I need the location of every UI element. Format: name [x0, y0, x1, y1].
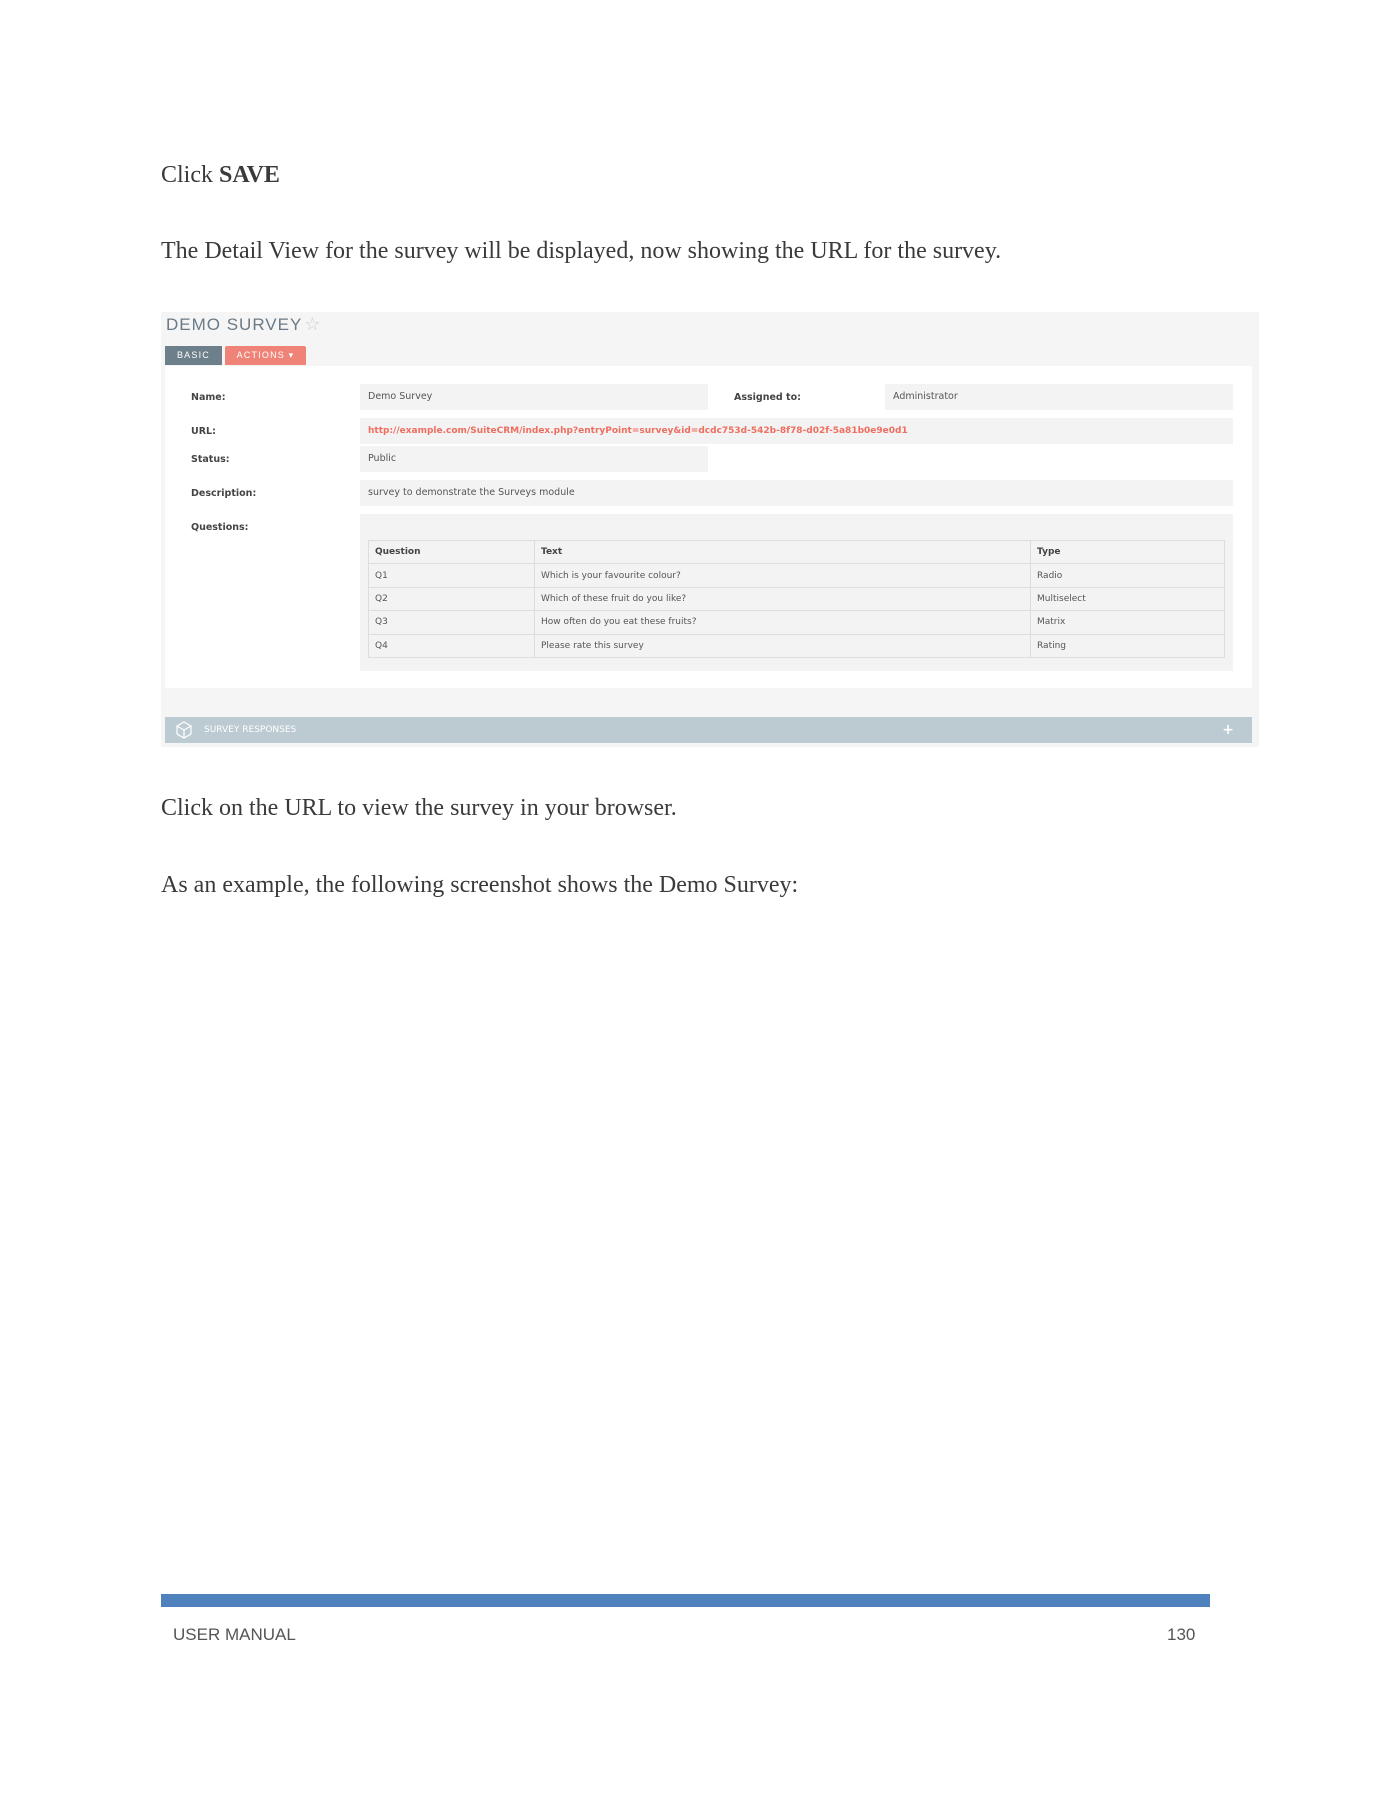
- footer-bar: [161, 1594, 1210, 1607]
- status-label: Status:: [191, 454, 230, 465]
- table-header: [369, 541, 1225, 564]
- cell: Please rate this survey: [535, 634, 1031, 657]
- col-type: Type: [1031, 541, 1225, 564]
- cell: Q2: [369, 587, 535, 610]
- footer-title: USER MANUAL: [173, 1625, 296, 1644]
- cell: Radio: [1031, 564, 1225, 587]
- name-value: Demo Survey: [360, 384, 708, 410]
- detail-view-screenshot: [161, 312, 1259, 747]
- url-label: URL:: [191, 426, 216, 437]
- table-row: [369, 587, 1225, 610]
- star-icon[interactable]: ☆: [304, 314, 322, 334]
- survey-url-link[interactable]: http://example.com/SuiteCRM/index.php?entryPoint=survey&id=dcdc753d-542b-8f78-d02f-5a81b0e9e0d1: [360, 418, 1233, 444]
- save-keyword: SAVE: [219, 162, 280, 188]
- tab-basic[interactable]: BASIC: [165, 346, 222, 365]
- table-row: [369, 564, 1225, 587]
- table-row: [369, 611, 1225, 634]
- col-text: Text: [535, 541, 1031, 564]
- cell: Which of these fruit do you like?: [535, 587, 1031, 610]
- cell: Matrix: [1031, 611, 1225, 634]
- paragraph: The Detail View for the survey will be displayed, now showing the URL for the survey.: [161, 238, 1002, 264]
- assigned-label: Assigned to:: [734, 392, 801, 403]
- title-text: DEMO SURVEY: [166, 315, 303, 334]
- paragraph: As an example, the following screenshot shows the Demo Survey:: [161, 872, 799, 898]
- cell: Which is your favourite colour?: [535, 564, 1031, 587]
- cell: Multiselect: [1031, 587, 1225, 610]
- subpanel-title: SURVEY RESPONSES: [204, 725, 297, 735]
- cell: Rating: [1031, 634, 1225, 657]
- cube-icon: [175, 721, 193, 739]
- expand-plus-icon[interactable]: +: [1222, 722, 1234, 738]
- page-title: [166, 314, 321, 335]
- table-row: [369, 634, 1225, 657]
- assigned-value: Administrator: [885, 384, 1233, 410]
- detail-panel: [165, 366, 1252, 688]
- description-value: survey to demonstrate the Surveys module: [360, 480, 1233, 506]
- questions-table: [368, 540, 1225, 658]
- name-label: Name:: [191, 392, 226, 403]
- actions-button[interactable]: ACTIONS ▾: [225, 346, 306, 365]
- col-question: Question: [369, 541, 535, 564]
- questions-box: [360, 514, 1233, 671]
- cell: Q1: [369, 564, 535, 587]
- survey-responses-subpanel[interactable]: [165, 717, 1252, 743]
- paragraph: Click on the URL to view the survey in your browser.: [161, 795, 677, 821]
- status-value: Public: [360, 446, 708, 472]
- step-save: [161, 162, 280, 189]
- questions-label: Questions:: [191, 522, 249, 533]
- step-text: Click: [161, 162, 219, 188]
- cell: Q4: [369, 634, 535, 657]
- page-number: 130: [1167, 1625, 1196, 1644]
- cell: How often do you eat these fruits?: [535, 611, 1031, 634]
- description-label: Description:: [191, 488, 257, 499]
- cell: Q3: [369, 611, 535, 634]
